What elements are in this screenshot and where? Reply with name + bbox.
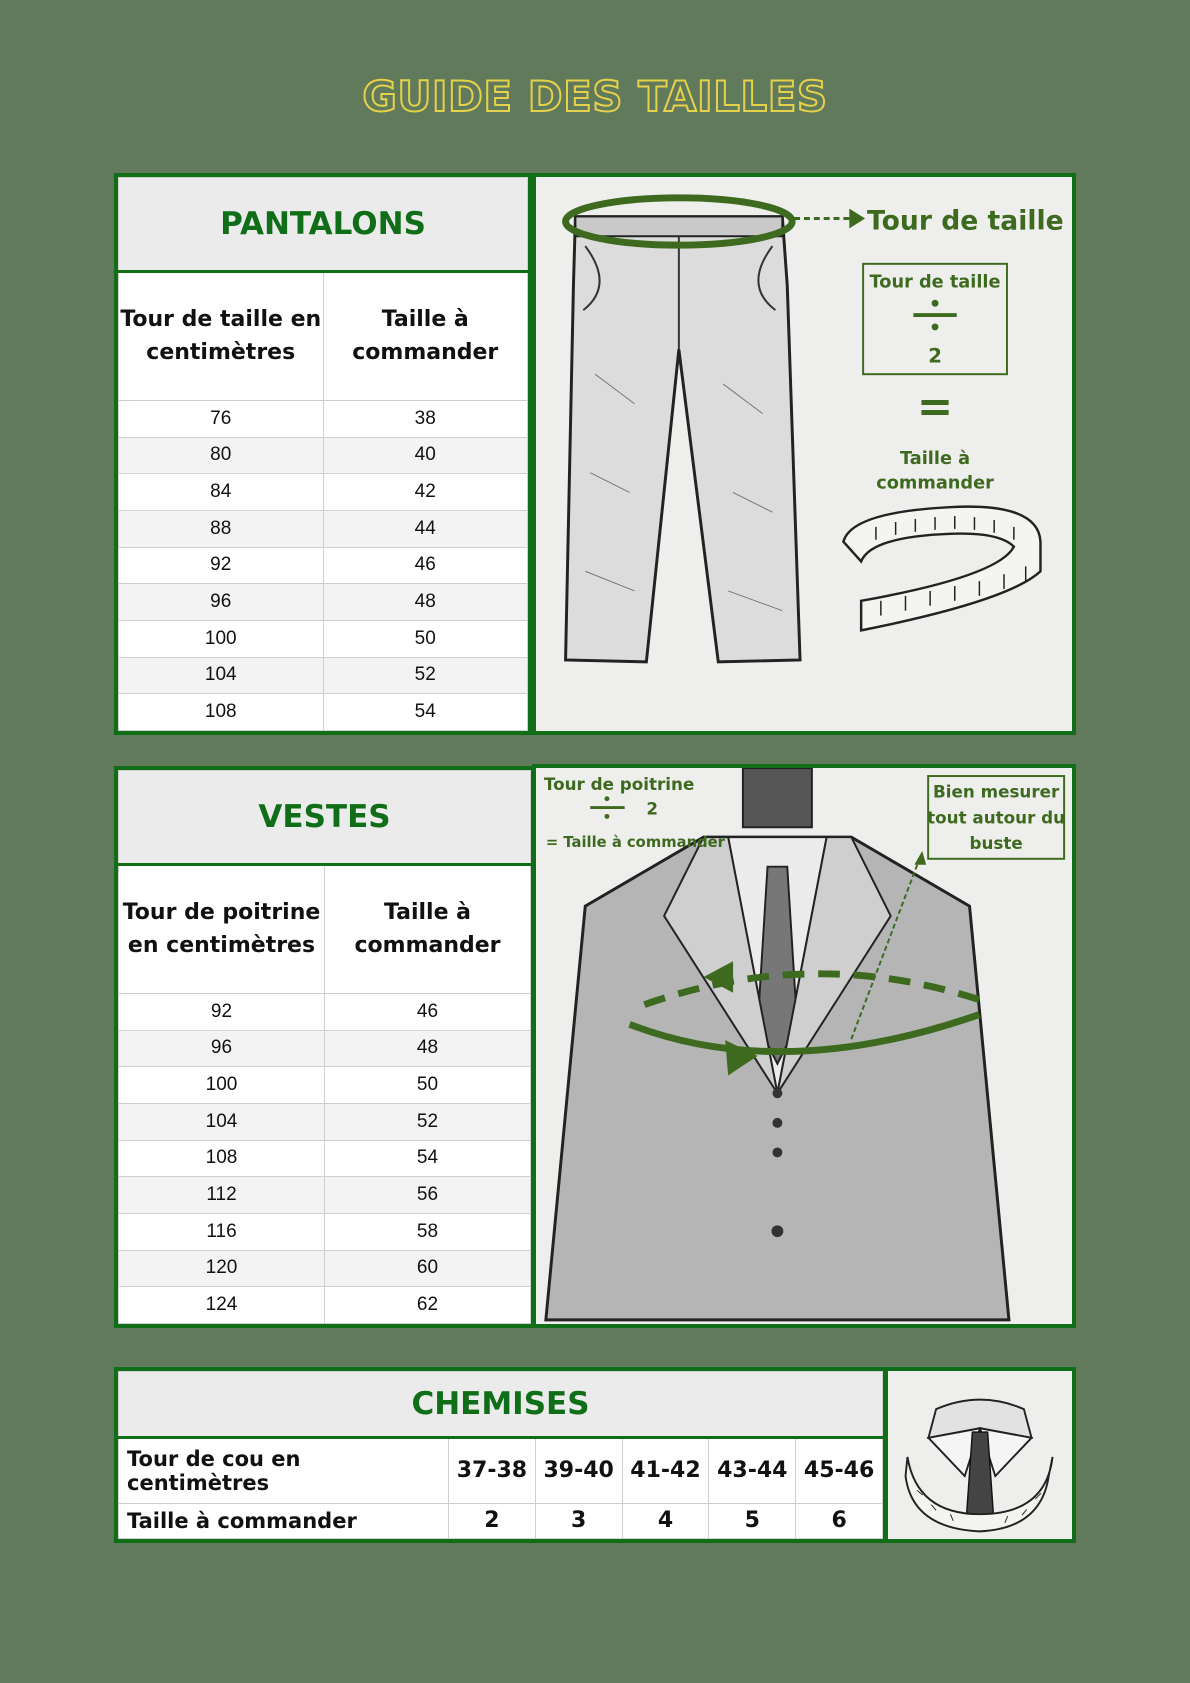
table-row bbox=[119, 1250, 531, 1287]
size-cell: 54 bbox=[325, 1140, 531, 1177]
measure-cell: 100 bbox=[119, 1067, 325, 1104]
note-line3: buste bbox=[969, 832, 1023, 853]
size-cell: 46 bbox=[325, 993, 531, 1030]
measure-cell: 104 bbox=[119, 657, 324, 694]
formula-divisor: 2 bbox=[928, 344, 942, 368]
result-line2: commander bbox=[876, 473, 994, 494]
result-line1: Taille à bbox=[899, 448, 971, 469]
measure-cell: 92 bbox=[119, 547, 324, 584]
size-cell: 3 bbox=[535, 1503, 622, 1538]
table-row bbox=[119, 1177, 531, 1214]
measure-cell: 112 bbox=[119, 1177, 325, 1214]
pantalons-col-size: Taille à commander bbox=[323, 271, 528, 400]
measure-cell: 88 bbox=[119, 510, 324, 547]
table-row bbox=[119, 993, 531, 1030]
table-row bbox=[119, 584, 528, 621]
size-cell: 56 bbox=[325, 1177, 531, 1214]
size-cell: 52 bbox=[325, 1103, 531, 1140]
tape-measure-icon bbox=[843, 507, 1040, 631]
size-cell: 50 bbox=[323, 620, 528, 657]
size-cell: 5 bbox=[709, 1503, 796, 1538]
chest-formula-divisor: 2 bbox=[646, 798, 659, 819]
measure-cell: 80 bbox=[119, 437, 324, 474]
pantalons-heading: PANTALONS bbox=[119, 178, 528, 272]
neck-cell: 37-38 bbox=[449, 1438, 536, 1504]
measure-cell: 108 bbox=[119, 694, 324, 731]
pants-shape bbox=[566, 217, 801, 662]
size-cell: 52 bbox=[323, 657, 528, 694]
size-cell: 62 bbox=[325, 1287, 531, 1324]
pants-drawing bbox=[536, 177, 1072, 731]
table-row bbox=[119, 547, 528, 584]
arrow-right-icon bbox=[849, 209, 865, 229]
jacket-drawing bbox=[536, 768, 1072, 1324]
vestes-col-chest: Tour de poitrine en centimètres bbox=[119, 864, 325, 993]
page-title: GUIDE DES TAILLES bbox=[362, 72, 828, 121]
formula-top: Tour de taille bbox=[869, 272, 1001, 293]
size-label: Taille à commander bbox=[119, 1503, 449, 1538]
size-cell: 2 bbox=[449, 1503, 536, 1538]
chemises-heading: CHEMISES bbox=[119, 1372, 883, 1438]
size-cell: 48 bbox=[323, 584, 528, 621]
chest-formula-result: = Taille à commander bbox=[545, 833, 725, 851]
table-row bbox=[119, 400, 528, 437]
size-cell: 48 bbox=[325, 1030, 531, 1067]
table-row bbox=[119, 510, 528, 547]
measure-cell: 96 bbox=[119, 584, 324, 621]
size-cell: 58 bbox=[325, 1213, 531, 1250]
size-cell: 40 bbox=[323, 437, 528, 474]
measure-cell: 120 bbox=[119, 1250, 325, 1287]
waist-arrow-label: Tour de taille bbox=[867, 205, 1064, 237]
neck-cell: 45-46 bbox=[796, 1438, 883, 1504]
size-cell: 38 bbox=[323, 400, 528, 437]
measure-cell: 96 bbox=[119, 1030, 325, 1067]
table-row bbox=[119, 694, 528, 731]
measure-cell: 100 bbox=[119, 620, 324, 657]
measure-cell: 108 bbox=[119, 1140, 325, 1177]
pantalons-table bbox=[114, 173, 532, 735]
note-line2: tout autour du bbox=[927, 807, 1066, 828]
chemises-illustration bbox=[884, 1367, 1076, 1543]
size-cell: 50 bbox=[325, 1067, 531, 1104]
measure-cell: 124 bbox=[119, 1287, 325, 1324]
vestes-table bbox=[114, 766, 535, 1328]
neck-cell: 43-44 bbox=[709, 1438, 796, 1504]
measure-cell: 116 bbox=[119, 1213, 325, 1250]
measure-cell: 104 bbox=[119, 1103, 325, 1140]
neck-row bbox=[119, 1438, 883, 1504]
size-cell: 54 bbox=[323, 694, 528, 731]
neck-cell: 39-40 bbox=[535, 1438, 622, 1504]
table-row bbox=[119, 1103, 531, 1140]
table-row bbox=[119, 1287, 531, 1324]
size-cell: 4 bbox=[622, 1503, 709, 1538]
equals-sign: = bbox=[916, 382, 954, 433]
chest-formula-top: Tour de poitrine bbox=[543, 773, 695, 794]
size-cell: 6 bbox=[796, 1503, 883, 1538]
vestes-illustration bbox=[532, 764, 1076, 1328]
table-row bbox=[119, 1067, 531, 1104]
size-cell: 46 bbox=[323, 547, 528, 584]
table-row bbox=[119, 437, 528, 474]
neck-cell: 41-42 bbox=[622, 1438, 709, 1504]
table-row bbox=[119, 657, 528, 694]
measure-cell: 92 bbox=[119, 993, 325, 1030]
measure-cell: 76 bbox=[119, 400, 324, 437]
pantalons-illustration bbox=[532, 173, 1076, 735]
chemises-table bbox=[114, 1367, 887, 1543]
vestes-heading: VESTES bbox=[119, 771, 531, 865]
size-cell: 60 bbox=[325, 1250, 531, 1287]
table-row bbox=[119, 1030, 531, 1067]
table-row bbox=[119, 620, 528, 657]
note-line1: Bien mesurer bbox=[933, 781, 1060, 802]
measure-cell: 84 bbox=[119, 474, 324, 511]
neck-label: Tour de cou en centimètres bbox=[119, 1438, 449, 1504]
pantalons-col-waist: Tour de taille en centimètres bbox=[119, 271, 324, 400]
table-row bbox=[119, 474, 528, 511]
table-row bbox=[119, 1213, 531, 1250]
shirt-collar-drawing bbox=[888, 1371, 1072, 1539]
size-row bbox=[119, 1503, 883, 1538]
size-cell: 44 bbox=[323, 510, 528, 547]
size-cell: 42 bbox=[323, 474, 528, 511]
table-row bbox=[119, 1140, 531, 1177]
vestes-col-size: Taille à commander bbox=[325, 864, 531, 993]
